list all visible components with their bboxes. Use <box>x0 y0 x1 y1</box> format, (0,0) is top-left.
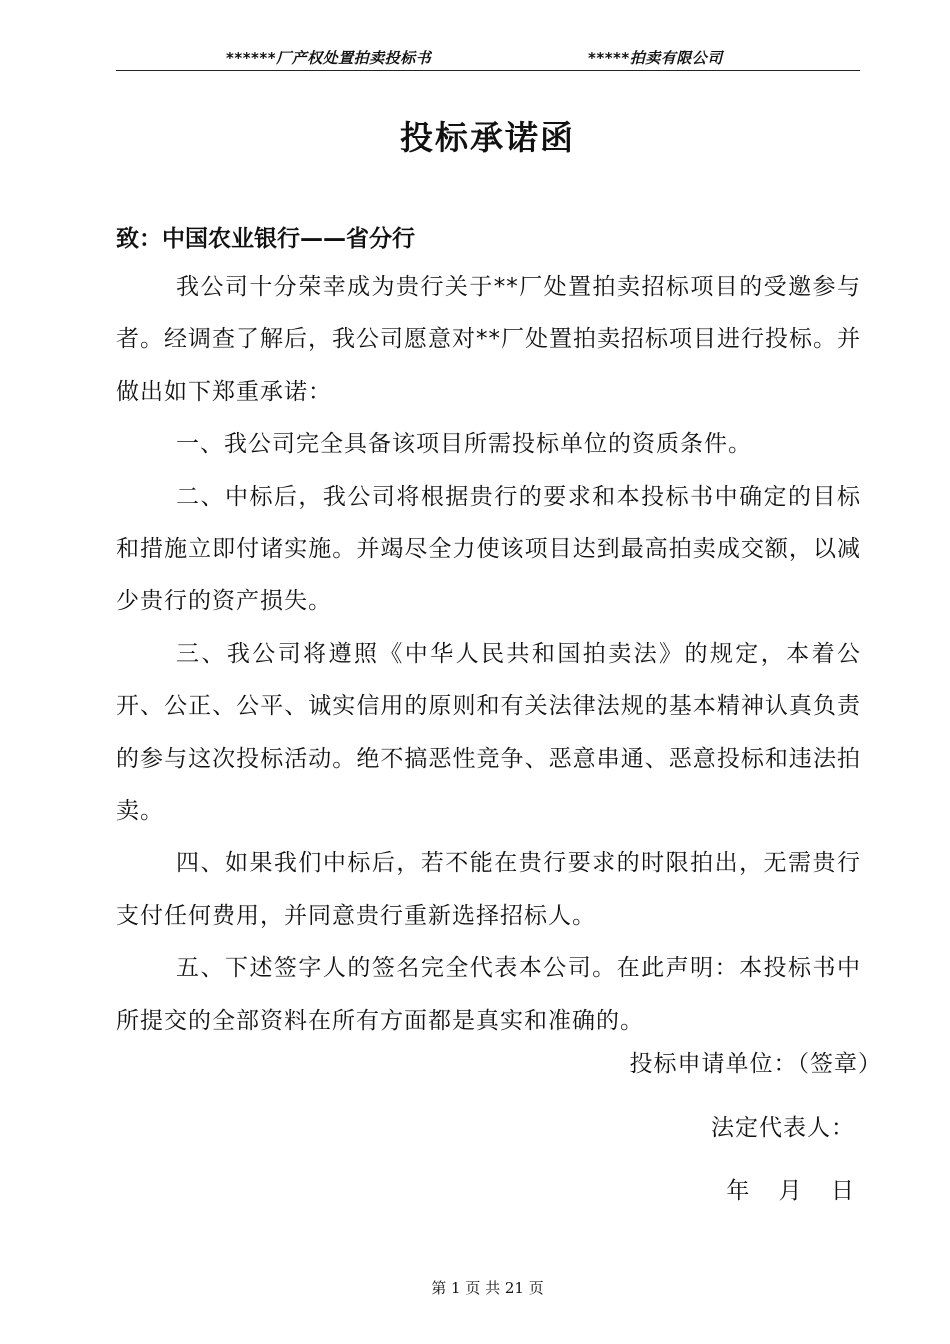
letter-body <box>116 261 861 1047</box>
running-header-document-title: ******厂产权处置拍卖投标书 <box>226 49 432 67</box>
signature-bidding-unit: 投标申请单位：（签章） <box>629 1051 882 1077</box>
intro-paragraph: 我公司十分荣幸成为贵行关于**厂处置拍卖招标项目的受邀参与者。经调查了解后，我公司愿意对**厂处置拍卖招标项目进行投标。并做出如下郑重承诺： <box>116 274 861 405</box>
page-number-footer: 第 1 页 共 21 页 <box>431 1279 544 1297</box>
signature-date: 年 月 日 <box>726 1178 855 1204</box>
page-title: 投标承诺函 <box>400 118 575 157</box>
addressee-line: 致：中国农业银行——省分行 <box>116 226 415 252</box>
header-divider <box>116 70 860 71</box>
commitment-4: 四、如果我们中标后，若不能在贵行要求的时限拍出，无需贵行支付任何费用，并同意贵行重新选择招标人。 <box>116 850 861 929</box>
commitment-5: 五、下述签字人的签名完全代表本公司。在此声明：本投标书中所提交的全部资料在所有方面都是真实和准确的。 <box>116 955 861 1034</box>
commitment-3: 三、我公司将遵照《中华人民共和国拍卖法》的规定，本着公开、公正、公平、诚实信用的原则和有关法律法规的基本精神认真负责的参与这次投标活动。绝不搞恶性竞争、恶意串通、恶意投标和违法拍卖。 <box>116 640 861 825</box>
running-header-company: *****拍卖有限公司 <box>588 49 723 67</box>
commitment-2: 二、中标后，我公司将根据贵行的要求和本投标书中确定的目标和措施立即付诸实施。并竭尽全力使该项目达到最高拍卖成交额，以减少贵行的资产损失。 <box>116 483 861 615</box>
signature-legal-representative: 法定代表人： <box>711 1115 855 1141</box>
commitment-1: 一、我公司完全具备该项目所需投标单位的资质条件。 <box>176 431 752 458</box>
